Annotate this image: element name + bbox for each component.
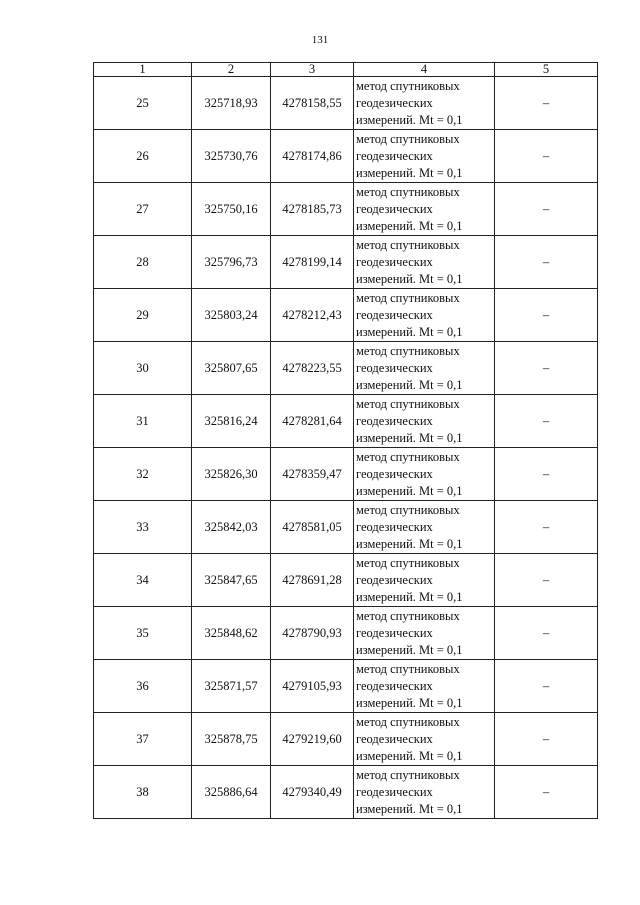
table-row	[94, 342, 598, 395]
point-number-cell: 38	[94, 766, 192, 819]
point-number-cell: 31	[94, 395, 192, 448]
table-row	[94, 289, 598, 342]
table-row	[94, 766, 598, 819]
point-number-cell: 28	[94, 236, 192, 289]
y-coordinate-cell: 4278691,28	[271, 554, 354, 607]
method-cell	[354, 395, 495, 448]
note-cell: –	[495, 554, 598, 607]
method-line: геодезических	[356, 784, 433, 799]
table-row	[94, 130, 598, 183]
table-row	[94, 501, 598, 554]
method-line: измерений. Mt = 0,1	[356, 377, 463, 392]
note-cell: –	[495, 713, 598, 766]
x-coordinate-cell: 325750,16	[192, 183, 271, 236]
header-col-4: 4	[354, 63, 495, 77]
method-line: геодезических	[356, 519, 433, 534]
y-coordinate-cell: 4278158,55	[271, 77, 354, 130]
table-row	[94, 607, 598, 660]
method-cell	[354, 130, 495, 183]
note-cell: –	[495, 766, 598, 819]
method-cell	[354, 77, 495, 130]
method-line: геодезических	[356, 572, 433, 587]
table-row	[94, 554, 598, 607]
method-line: геодезических	[356, 201, 433, 216]
header-col-2: 2	[192, 63, 271, 77]
table-row	[94, 713, 598, 766]
x-coordinate-cell: 325886,64	[192, 766, 271, 819]
x-coordinate-cell: 325807,65	[192, 342, 271, 395]
method-line: геодезических	[356, 466, 433, 481]
x-coordinate-cell: 325718,93	[192, 77, 271, 130]
point-number-cell: 32	[94, 448, 192, 501]
point-number-cell: 29	[94, 289, 192, 342]
table-row	[94, 183, 598, 236]
method-line: измерений. Mt = 0,1	[356, 536, 463, 551]
note-cell: –	[495, 342, 598, 395]
method-cell	[354, 342, 495, 395]
y-coordinate-cell: 4278790,93	[271, 607, 354, 660]
method-cell	[354, 448, 495, 501]
method-line: геодезических	[356, 254, 433, 269]
method-cell	[354, 713, 495, 766]
point-number-cell: 26	[94, 130, 192, 183]
method-cell	[354, 766, 495, 819]
y-coordinate-cell: 4278359,47	[271, 448, 354, 501]
method-line: метод спутниковых	[356, 343, 460, 358]
method-line: метод спутниковых	[356, 184, 460, 199]
method-line: метод спутниковых	[356, 237, 460, 252]
y-coordinate-cell: 4278281,64	[271, 395, 354, 448]
method-line: измерений. Mt = 0,1	[356, 695, 463, 710]
method-line: метод спутниковых	[356, 78, 460, 93]
y-coordinate-cell: 4278185,73	[271, 183, 354, 236]
y-coordinate-cell: 4279105,93	[271, 660, 354, 713]
method-line: метод спутниковых	[356, 396, 460, 411]
method-line: измерений. Mt = 0,1	[356, 801, 463, 816]
note-cell: –	[495, 448, 598, 501]
y-coordinate-cell: 4279219,60	[271, 713, 354, 766]
method-line: геодезических	[356, 148, 433, 163]
method-line: измерений. Mt = 0,1	[356, 112, 463, 127]
method-line: измерений. Mt = 0,1	[356, 589, 463, 604]
method-line: метод спутниковых	[356, 131, 460, 146]
table-row	[94, 77, 598, 130]
point-number-cell: 35	[94, 607, 192, 660]
method-line: метод спутниковых	[356, 608, 460, 623]
x-coordinate-cell: 325847,65	[192, 554, 271, 607]
method-line: геодезических	[356, 95, 433, 110]
table-row	[94, 236, 598, 289]
y-coordinate-cell: 4278212,43	[271, 289, 354, 342]
method-line: измерений. Mt = 0,1	[356, 165, 463, 180]
y-coordinate-cell: 4279340,49	[271, 766, 354, 819]
point-number-cell: 25	[94, 77, 192, 130]
table-row	[94, 448, 598, 501]
point-number-cell: 37	[94, 713, 192, 766]
method-line: метод спутниковых	[356, 714, 460, 729]
method-line: метод спутниковых	[356, 767, 460, 782]
method-cell	[354, 607, 495, 660]
x-coordinate-cell: 325842,03	[192, 501, 271, 554]
method-line: метод спутниковых	[356, 661, 460, 676]
note-cell: –	[495, 395, 598, 448]
y-coordinate-cell: 4278199,14	[271, 236, 354, 289]
point-number-cell: 34	[94, 554, 192, 607]
note-cell: –	[495, 607, 598, 660]
x-coordinate-cell: 325816,24	[192, 395, 271, 448]
method-line: метод спутниковых	[356, 290, 460, 305]
x-coordinate-cell: 325878,75	[192, 713, 271, 766]
method-line: геодезических	[356, 413, 433, 428]
header-col-5: 5	[495, 63, 598, 77]
method-line: измерений. Mt = 0,1	[356, 748, 463, 763]
header-col-3: 3	[271, 63, 354, 77]
method-line: измерений. Mt = 0,1	[356, 271, 463, 286]
method-cell	[354, 660, 495, 713]
table-body	[94, 77, 598, 819]
method-cell	[354, 554, 495, 607]
note-cell: –	[495, 236, 598, 289]
method-line: геодезических	[356, 625, 433, 640]
table-row	[94, 660, 598, 713]
method-line: метод спутниковых	[356, 502, 460, 517]
method-cell	[354, 501, 495, 554]
point-number-cell: 30	[94, 342, 192, 395]
point-number-cell: 27	[94, 183, 192, 236]
y-coordinate-cell: 4278581,05	[271, 501, 354, 554]
note-cell: –	[495, 183, 598, 236]
method-line: измерений. Mt = 0,1	[356, 642, 463, 657]
point-number-cell: 33	[94, 501, 192, 554]
page-number: 131	[311, 34, 329, 46]
x-coordinate-cell: 325796,73	[192, 236, 271, 289]
note-cell: –	[495, 289, 598, 342]
table-row	[94, 395, 598, 448]
method-line: метод спутниковых	[356, 555, 460, 570]
method-line: метод спутниковых	[356, 449, 460, 464]
note-cell: –	[495, 77, 598, 130]
header-col-1: 1	[94, 63, 192, 77]
method-line: геодезических	[356, 360, 433, 375]
x-coordinate-cell: 325730,76	[192, 130, 271, 183]
y-coordinate-cell: 4278174,86	[271, 130, 354, 183]
method-cell	[354, 236, 495, 289]
note-cell: –	[495, 501, 598, 554]
method-line: измерений. Mt = 0,1	[356, 324, 463, 339]
method-line: геодезических	[356, 307, 433, 322]
coordinates-table	[93, 62, 598, 819]
method-cell	[354, 183, 495, 236]
y-coordinate-cell: 4278223,55	[271, 342, 354, 395]
x-coordinate-cell: 325826,30	[192, 448, 271, 501]
method-line: измерений. Mt = 0,1	[356, 218, 463, 233]
method-line: измерений. Mt = 0,1	[356, 483, 463, 498]
method-line: измерений. Mt = 0,1	[356, 430, 463, 445]
method-cell	[354, 289, 495, 342]
method-line: геодезических	[356, 731, 433, 746]
point-number-cell: 36	[94, 660, 192, 713]
x-coordinate-cell: 325871,57	[192, 660, 271, 713]
note-cell: –	[495, 130, 598, 183]
table-header-row	[94, 63, 598, 77]
x-coordinate-cell: 325803,24	[192, 289, 271, 342]
x-coordinate-cell: 325848,62	[192, 607, 271, 660]
method-line: геодезических	[356, 678, 433, 693]
note-cell: –	[495, 660, 598, 713]
